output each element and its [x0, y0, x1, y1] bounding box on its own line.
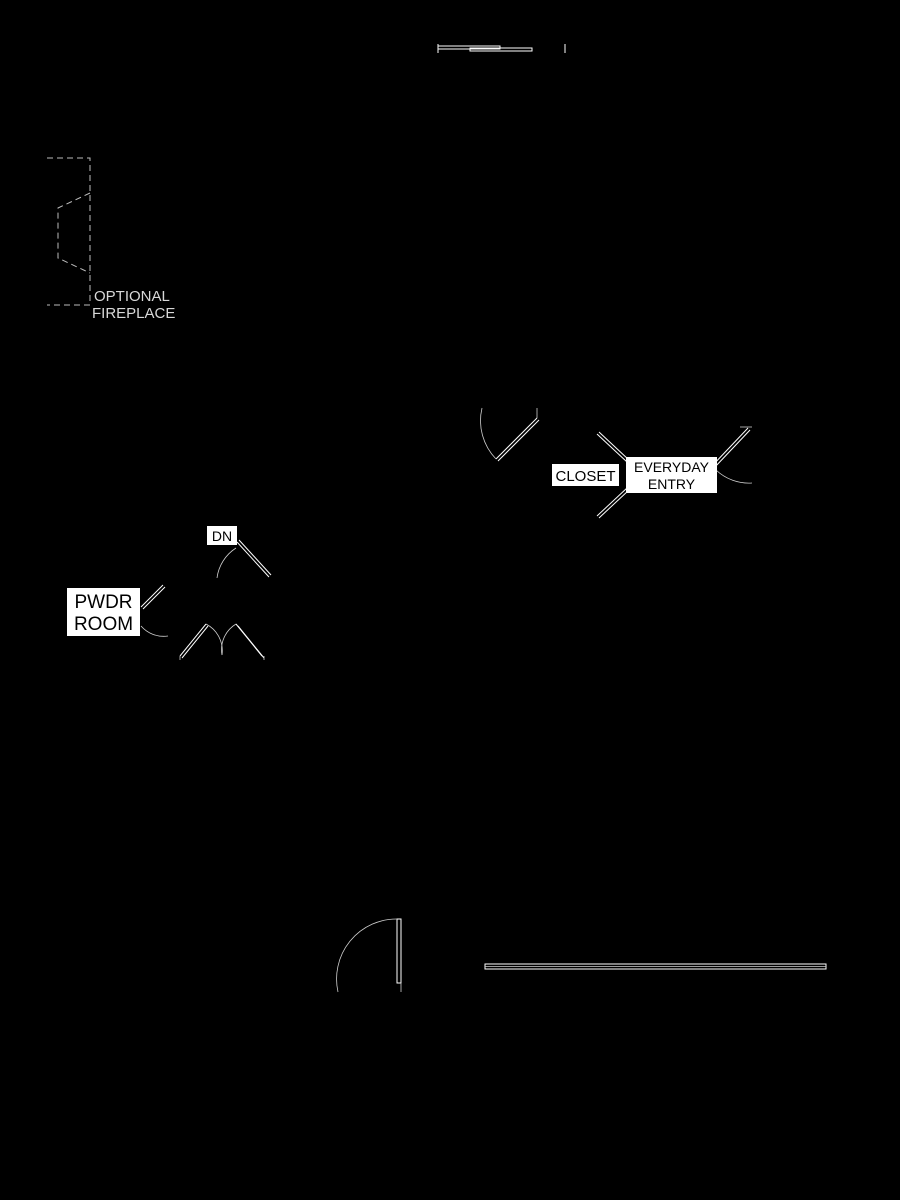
- everyday-entry-label-line2: ENTRY: [647, 476, 696, 492]
- optional-fireplace-label-line2: FIREPLACE: [92, 305, 176, 322]
- powder-room-door: [141, 585, 168, 636]
- stair-door-swing: [217, 540, 271, 578]
- everyday-entry-label-line1: EVERYDAY: [634, 459, 709, 475]
- closet-label: [552, 464, 619, 486]
- optional-fireplace-label-line1: OPTIONAL: [94, 288, 170, 305]
- pwdr-room-label-line1: PWDR: [74, 592, 133, 613]
- front-door-swing: [337, 919, 401, 992]
- upper-door-swing: [481, 408, 539, 461]
- top-window: [438, 44, 565, 53]
- double-door-swing: [180, 624, 264, 660]
- everyday-entry-label: [626, 457, 717, 493]
- everyday-entry-door: [712, 427, 752, 483]
- pwdr-room-label-line2: ROOM: [73, 614, 134, 635]
- optional-fireplace-outline: [47, 158, 90, 305]
- bottom-window: [485, 964, 826, 969]
- dn-label: [207, 526, 237, 545]
- pwdr-room-label: [67, 588, 140, 636]
- closet-label-text: CLOSET: [555, 468, 616, 485]
- dn-label-text: DN: [211, 528, 233, 544]
